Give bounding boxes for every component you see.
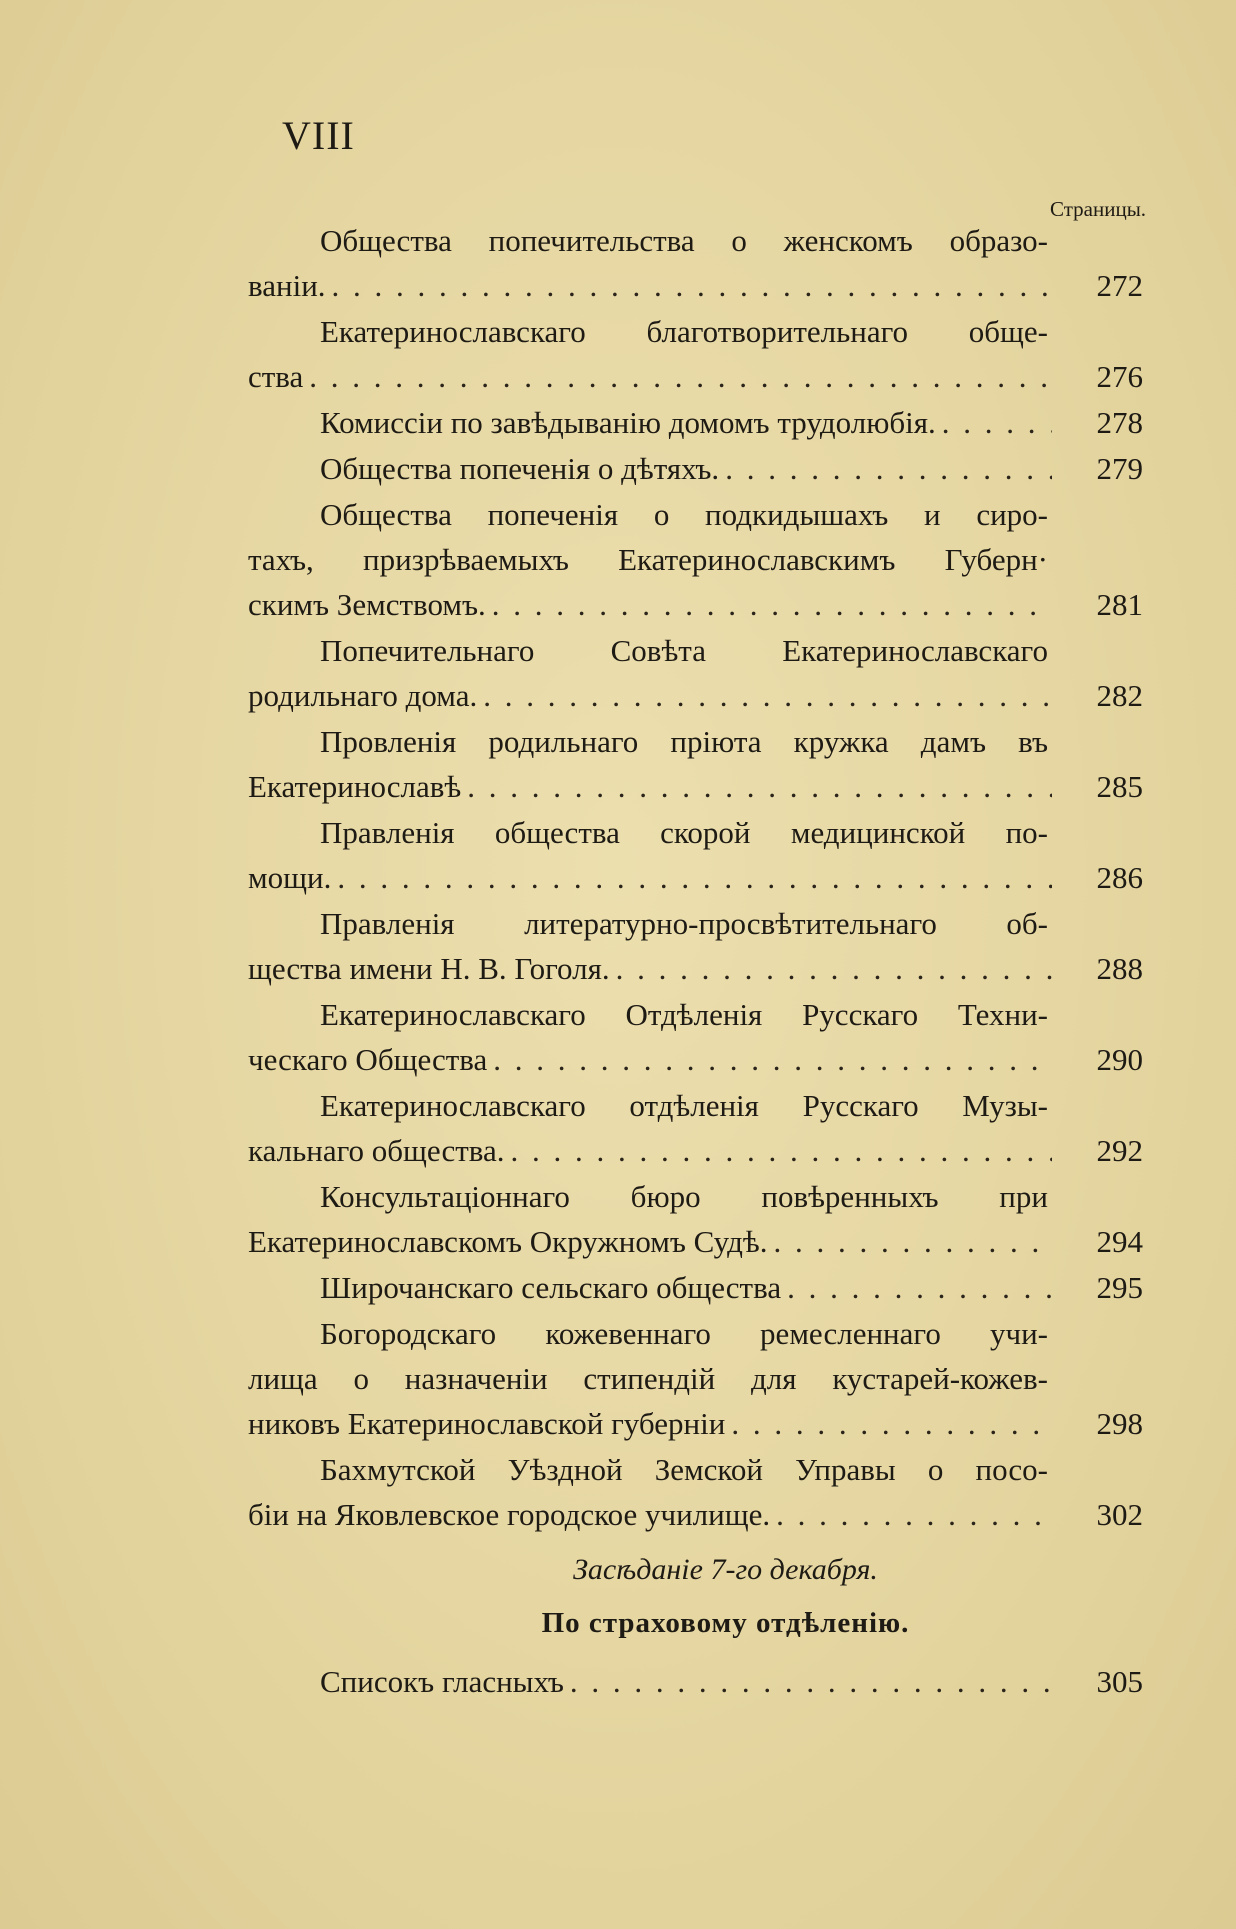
toc-entry-line [248,1659,1143,1704]
table-of-contents [248,218,1143,1705]
dot-leader [309,354,1052,399]
section-title: Засѣданіе 7-го декабря. [573,1553,878,1586]
toc-entry-page: 290 [1096,1042,1143,1077]
toc-entry-line [248,354,1143,399]
toc-entry-page: 298 [1096,1406,1143,1441]
dot-leader [616,946,1052,991]
toc-entry-text: ваніи. [248,268,326,303]
toc-entry-page: 286 [1096,860,1143,895]
dot-leader [511,1128,1053,1173]
toc-entry-text: ческаго Общества [248,1042,488,1077]
toc-entry [248,810,1143,900]
toc-entry [248,1174,1143,1264]
dot-leader [492,582,1052,627]
dot-leader [725,446,1052,491]
toc-entry-line: Бахмутской Уѣздной Земской Управы о посо- [320,1452,1048,1487]
toc-entry [248,492,1143,627]
toc-entry-line [248,400,1143,445]
toc-entry-page: 292 [1096,1133,1143,1168]
toc-entry-line: Попечительнаго Совѣта Екатеринославскаго [320,633,1048,668]
toc-entry-text: Комиссіи по завѣдыванію домомъ трудолюбія. [320,405,936,440]
toc-entry-line [248,946,1143,991]
toc-entry-page: 272 [1096,268,1143,303]
dot-leader [942,400,1052,445]
toc-entry-line: Екатеринославскаго Отдѣленія Русскаго Техни- [320,997,1048,1032]
toc-entry-line [248,1265,1143,1310]
toc-entry [248,1083,1143,1173]
toc-entry-page: 276 [1096,359,1143,394]
toc-entry-line [248,1401,1143,1446]
toc-entry-line: Екатеринославскаго отдѣленія Русскаго Музы- [320,1088,1048,1123]
toc-entry-text: никовъ Екатеринославской губерніи [248,1406,726,1441]
dot-leader [787,1265,1052,1310]
toc-entry-line: Общества попеченія о подкидышахъ и сиро- [320,497,1048,532]
toc-entry-page: 278 [1096,405,1143,440]
toc-entry-line: Общества попечительства о женскомъ образо- [320,223,1048,258]
toc-entry-text: Екатеринославскомъ Окружномъ Судѣ. [248,1224,768,1259]
toc-entry-line: лища о назначеніи стипендій для кустарей-кожев- [248,1361,1048,1396]
dot-leader [570,1659,1052,1704]
toc-entry-line: Богородскаго кожевеннаго ремесленнаго учи- [320,1316,1048,1351]
pages-column-header: Страницы. [1050,197,1147,221]
toc-entry-line [248,582,1143,627]
dot-leader [332,263,1052,308]
toc-entry [248,628,1143,718]
toc-entry [248,446,1143,491]
toc-entry [248,1265,1143,1310]
toc-entry-line [248,1219,1143,1264]
toc-entry [248,992,1143,1082]
toc-entry-page: 302 [1096,1497,1143,1532]
toc-entry-text: біи на Яковлевское городское училище. [248,1497,771,1532]
toc-entry-line: Екатеринославскаго благотворительнаго обще- [320,314,1048,349]
page-number: VIII [282,113,355,158]
toc-entry-line [248,1037,1143,1082]
toc-entry-line: Провленія родильнаго пріюта кружка дамъ въ [320,724,1048,759]
toc-entry-page: 285 [1096,769,1143,804]
toc-entry-line [248,764,1143,809]
dot-leader [731,1401,1052,1446]
toc-entry-text: Списокъ гласныхъ [320,1664,564,1699]
toc-entry-page: 288 [1096,951,1143,986]
subsection-title: По страховому отдѣленію. [541,1607,910,1639]
toc-entry-line: тахъ, призрѣваемыхъ Екатеринославскимъ Губерн· [248,542,1048,577]
toc-entry-page: 279 [1096,451,1143,486]
dot-leader [483,673,1052,718]
toc-entry-text: щества имени Н. В. Гоголя. [248,951,610,986]
toc-entries [248,218,1143,1537]
dot-leader [467,764,1052,809]
dot-leader [493,1037,1052,1082]
toc-entry [248,1311,1143,1446]
toc-entry-text: Общества попеченія о дѣтяхъ. [320,451,720,486]
toc-entry-page: 282 [1096,678,1143,713]
toc-entry [248,309,1143,399]
toc-entry-line [248,263,1143,308]
toc-entry [248,901,1143,991]
toc-entry-line: Правленія общества скорой медицинской по- [320,815,1048,850]
toc-entry-text: Широчанскаго сельскаго общества [320,1270,782,1305]
toc-entry-line [248,1128,1143,1173]
toc-entry-text: Екатеринославѣ [248,769,462,804]
toc-entry-line [248,855,1143,900]
toc-entry-text: родильнаго дома. [248,678,478,713]
toc-entry-page: 295 [1096,1270,1143,1305]
dot-leader [776,1492,1052,1537]
toc-entry-page: 305 [1096,1664,1143,1699]
dot-leader [774,1219,1053,1264]
toc-entry [248,1447,1143,1537]
toc-entry-page: 294 [1096,1224,1143,1259]
toc-entry [248,218,1143,308]
toc-entry-line: Правленія литературно-просвѣтительнаго об- [320,906,1048,941]
toc-entry-text: ства [248,359,304,394]
dot-leader [337,855,1052,900]
toc-entry-text: мощи. [248,860,332,895]
toc-entry-page: 281 [1096,587,1143,622]
toc-entry-line [248,1492,1143,1537]
toc-entry-text: скимъ Земствомъ. [248,587,486,622]
toc-entry [248,719,1143,809]
toc-entry-line: Консультаціоннаго бюро повѣренныхъ при [320,1179,1048,1214]
toc-entry [248,400,1143,445]
toc-entry-line [248,446,1143,491]
toc-entry [248,1659,1143,1704]
toc-entry-line [248,673,1143,718]
toc-entry-text: кальнаго общества. [248,1133,505,1168]
